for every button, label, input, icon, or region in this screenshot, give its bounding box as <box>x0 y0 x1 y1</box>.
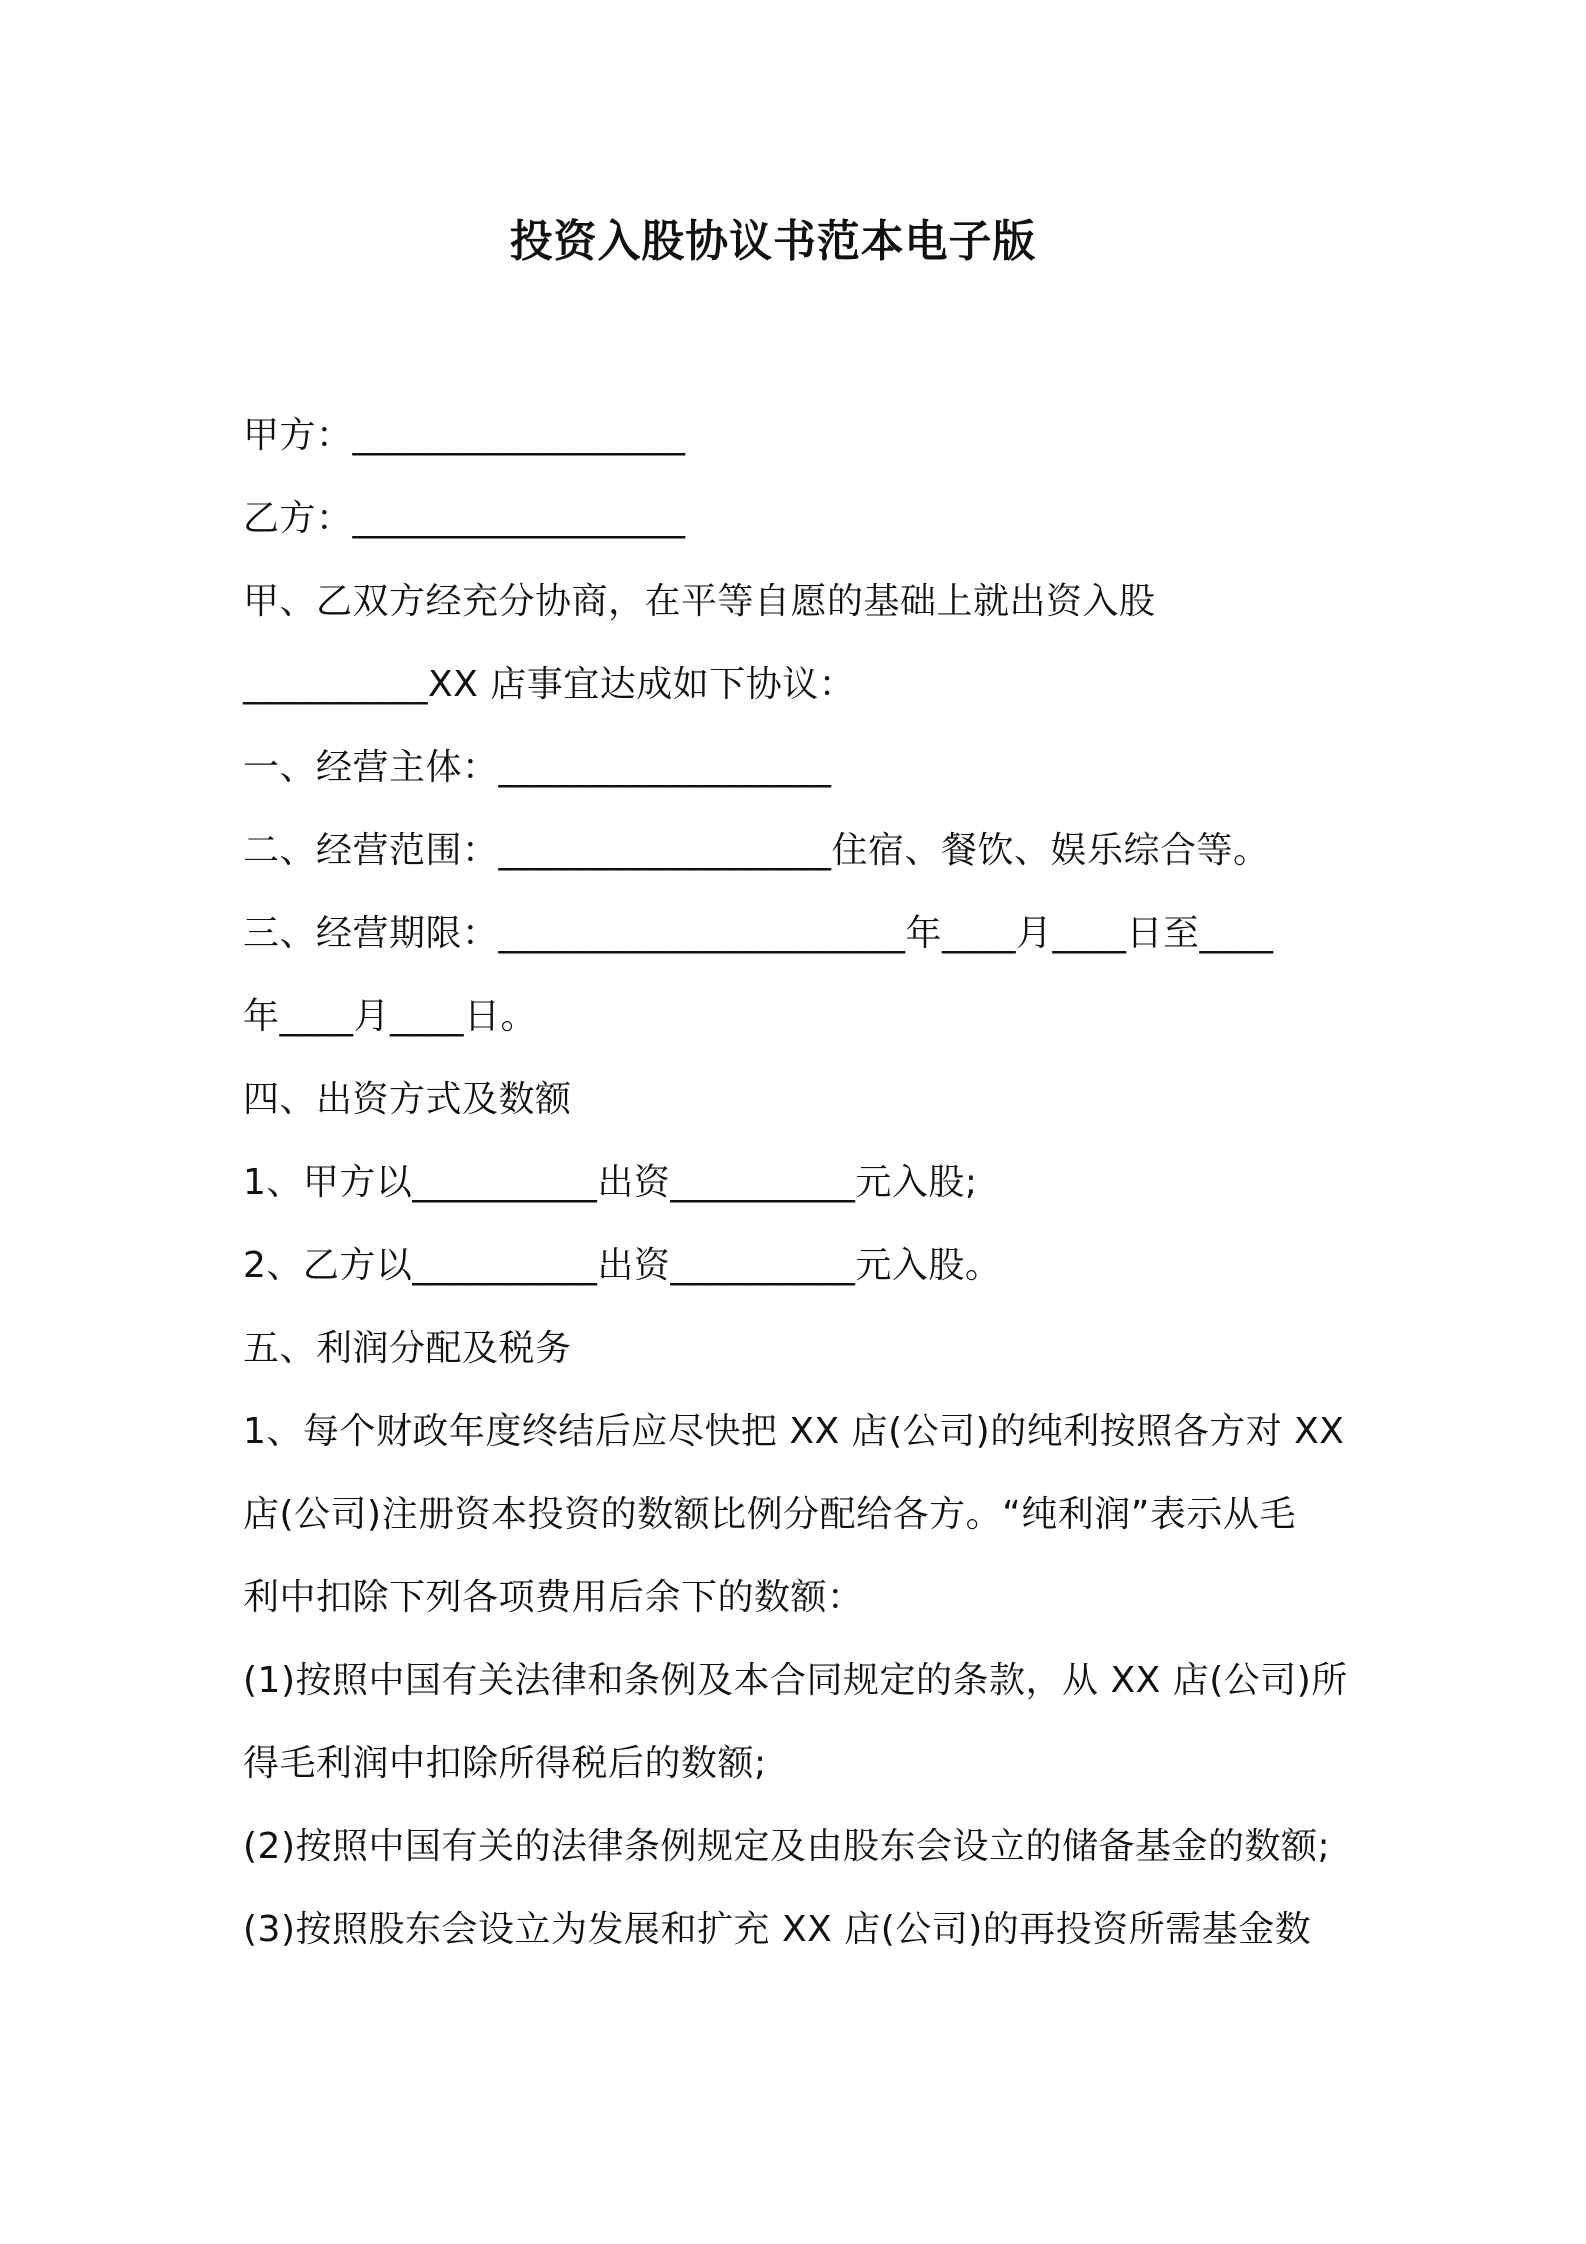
preamble-line-2: __________XX 店事宜达成如下协议： <box>243 664 856 705</box>
clause-4-item-1: 1、甲方以__________出资__________元入股; <box>243 1162 978 1203</box>
clause-5-heading: 五、利润分配及税务 <box>243 1328 572 1369</box>
clause-2-business-scope: 二、经营范围：__________________住宿、餐饮、娱乐综合等。 <box>243 830 1270 871</box>
clause-1-operating-entity: 一、经营主体：__________________ <box>243 747 832 788</box>
document-title: 投资入股协议书范本电子版 <box>509 216 1037 267</box>
preamble-line-1: 甲、乙双方经充分协商，在平等自愿的基础上就出资入股 <box>243 581 1156 622</box>
clause-5-sub-2: (2)按照中国有关的法律条例规定及由股东会设立的储备基金的数额; <box>243 1826 1331 1867</box>
clause-5-sub-1-line-1: (1)按照中国有关法律和条例及本合同规定的条款，从 XX 店(公司)所 <box>243 1660 1348 1701</box>
clause-5-item-1-line-3: 利中扣除下列各项费用后余下的数额： <box>243 1577 864 1618</box>
clause-5-sub-3: (3)按照股东会设立为发展和扩充 XX 店(公司)的再投资所需基金数 <box>243 1909 1312 1950</box>
clause-5-item-1-line-2: 店(公司)注册资本投资的数额比例分配给各方。“纯利润”表示从毛 <box>243 1494 1296 1535</box>
clause-4-item-2: 2、乙方以__________出资__________元入股。 <box>243 1245 1002 1286</box>
clause-4-heading: 四、出资方式及数额 <box>243 1079 572 1120</box>
clause-3-term-line-2: 年____月____日。 <box>243 996 538 1037</box>
clause-5-item-1-line-1: 1、每个财政年度终结后应尽快把 XX 店(公司)的纯利按照各方对 XX <box>243 1411 1345 1452</box>
party-a-line: 甲方：__________________ <box>243 415 686 456</box>
party-b-line: 乙方：__________________ <box>243 498 686 539</box>
clause-3-term-line-1: 三、经营期限：______________________年____月____日至____ <box>243 913 1274 954</box>
clause-5-sub-1-line-2: 得毛利润中扣除所得税后的数额; <box>243 1743 767 1784</box>
